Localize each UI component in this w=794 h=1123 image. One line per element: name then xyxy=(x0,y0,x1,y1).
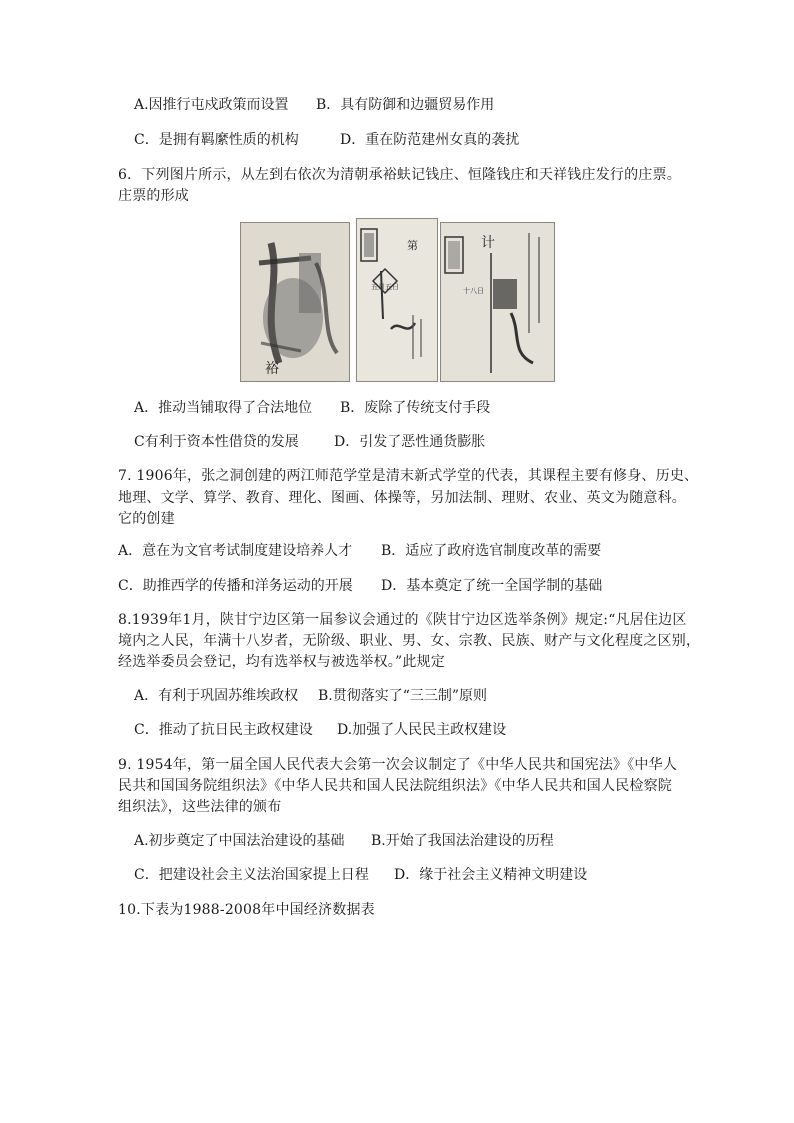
q9-stem-line-3: 组织法》，这些法律的颁布 xyxy=(118,799,282,815)
banknote-tianxiang-date: 十八日 xyxy=(463,287,484,295)
q8-option-c[interactable]: C．推动了抗日民主政权建设 xyxy=(134,722,313,738)
banknotes-figure xyxy=(240,218,553,380)
q9-option-c[interactable]: C．把建设社会主义法治国家提上日程 xyxy=(134,867,369,883)
q7-option-c[interactable]: C．助推西学的传播和洋务运动的开展 xyxy=(118,578,353,594)
q6-option-a[interactable]: A．推动当铺取得了合法地位 xyxy=(134,400,313,416)
q8-stem-line-2: 境内之人民，年满十八岁者，无阶级、职业、男、女、宗教、民族、财产与文化程度之区别， xyxy=(118,633,701,649)
banknote-henglong xyxy=(356,218,438,382)
banknote-tianxiang xyxy=(440,222,555,382)
q8-option-d[interactable]: D.加强了人民民主政权建设 xyxy=(337,722,507,738)
q8-option-b[interactable]: B.贯彻落实了“三三制”原则 xyxy=(318,688,488,704)
q8-stem-line-1: 8.1939年1月，陕甘宁边区第一届参议会通过的《陕甘宁边区选举条例》规定:“凡居住边区 xyxy=(118,612,687,628)
q5-option-d[interactable]: D．重在防范建州女真的袭扰 xyxy=(340,132,520,148)
q9-option-b[interactable]: B.开始了我国法治建设的历程 xyxy=(371,833,554,849)
q5-option-c[interactable]: C．是拥有羁縻性质的机构 xyxy=(134,132,299,148)
q6-option-b[interactable]: B．废除了传统支付手段 xyxy=(340,400,491,416)
q8-stem-line-3: 经选举委员会登记，均有选举权与被选举权。”此规定 xyxy=(118,654,445,670)
q7-option-a[interactable]: A．意在为文官考试制度建设培养人才 xyxy=(118,543,353,559)
q10-stem-line-1: 10.下表为1988-2008年中国经济数据表 xyxy=(118,902,375,918)
banknote-tianxiang-art xyxy=(441,223,554,381)
q7-stem-line-1: 7. 1906年，张之洞创建的两江师范学堂是清末新式学堂的代表，其课程主要有修身、历史、 xyxy=(118,468,699,484)
q7-stem-line-3: 它的创建 xyxy=(118,511,175,527)
banknote-tianxiang-char: 计 xyxy=(481,235,495,251)
q9-option-a[interactable]: A.初步奠定了中国法治建设的基础 xyxy=(134,833,345,849)
banknote-henglong-date: 五月五日 xyxy=(371,283,399,291)
banknote-chengyu-char: 裕 xyxy=(265,361,279,377)
q5-option-a[interactable]: A.因推行屯戍政策而设置 xyxy=(134,97,289,113)
q9-stem-line-2: 民共和国国务院组织法》《中华人民共和国人民法院组织法》《中华人民共和国人民检察院 xyxy=(118,778,672,794)
q6-option-d[interactable]: D．引发了恶性通货膨胀 xyxy=(334,434,486,450)
q9-stem-line-1: 9. 1954年，第一届全国人民代表大会第一次会议制定了《中华人民共和国宪法》《中华人 xyxy=(118,757,678,773)
q9-option-d[interactable]: D．缘于社会主义精神文明建设 xyxy=(394,867,588,883)
q6-stem-line-2: 庄票的形成 xyxy=(118,188,189,204)
q7-option-b[interactable]: B．适应了政府选官制度改革的需要 xyxy=(381,543,602,559)
q7-stem-line-2: 地理、文学、算学、教育、理化、图画、体操等，另加法制、理财、农业、英文为随意科。 xyxy=(118,490,686,506)
q5-option-b[interactable]: B．具有防御和边疆贸易作用 xyxy=(316,97,495,113)
q8-option-a[interactable]: A．有利于巩固苏维埃政权 xyxy=(134,688,299,704)
q7-option-d[interactable]: D．基本奠定了统一全国学制的基础 xyxy=(381,578,603,594)
banknote-chengyu xyxy=(240,222,350,382)
banknote-henglong-art xyxy=(357,219,437,381)
banknote-chengyu-art xyxy=(241,223,349,381)
q6-stem-line-1: 6．下列图片所示，从左到右依次为清朝承裕蚨记钱庄、恒隆钱庄和天祥钱庄发行的庄票。 xyxy=(118,167,681,183)
banknote-henglong-char: 第 xyxy=(407,239,418,252)
q6-option-c[interactable]: C有利于资本性借贷的发展 xyxy=(134,434,299,450)
